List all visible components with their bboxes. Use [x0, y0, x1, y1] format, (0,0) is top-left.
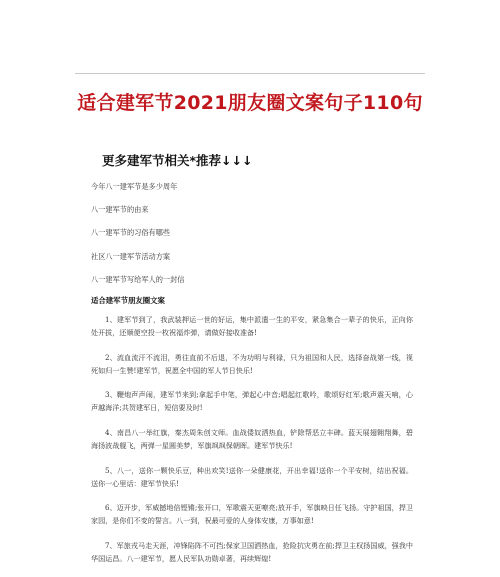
related-link-origin[interactable]: 八一建军节的由来 [91, 205, 149, 215]
document-title: 适合建军节2021朋友圈文案句子110句 [77, 92, 423, 114]
paragraph: 4、南昌八一举红旗，秦杰周朱创文师。血战倭奴洒热血，铲除帮恶立丰碑。蓝天展翅翱翔舞，碧海扬波战舰飞，两弹一星圆美梦，军旗飒飒保朝晖。建军节快乐! [91, 428, 413, 451]
related-link-community-plan[interactable]: 社区八一建军节活动方案 [91, 251, 171, 261]
paragraph: 1、建军节到了，我武装押运一世的好运，集中派遣一生的平安，紧急集合一辈子的快乐，正向你处开拔，还顺便空投一枚祝福炸弹，请做好接收准备! [91, 315, 413, 337]
related-link-letter[interactable]: 八一建军节写给军人的一封信 [91, 274, 185, 284]
related-links-list [91, 181, 184, 297]
paragraph: 3、鞭炮声声闹，建军节来到;拿起手中笔，弹起心中音;唱起红歌吟，歌颂好红军;歌声震天响，心声越海洋;共贺建军日，短信要及时! [91, 390, 413, 413]
paragraph: 2、流血流汗不流泪，勇往直前不后退，不为功明与利禄，只为祖国和人民，选择奋战第一线，视死如归一生赞!建军节，祝愿全中国的军人节日快乐! [91, 352, 413, 375]
paragraph: 5、八一，送你一颗快乐豆，种出欢笑!送你一朵健康花，开出幸福!送你一个平安树，结出祝福。送你一心里话：建军节快乐! [91, 465, 413, 488]
related-link-anniversary[interactable]: 今年八一建军节是多少周年 [91, 182, 178, 191]
paragraph: 6、迈开步，军威撼地倍铿锵;张开口，军歌震天更嘹亮;放开手，军旗映日任飞扬。守护祖国，捍卫家园，是你们不变的誓言。八一到，祝最可爱的人身体安康，万事如意! [91, 503, 413, 526]
paragraph: 7、军旅戎马走天涯，冲锋陷阵不可挡;保家卫国洒热血，抢险抗灾勇在前;捍卫主权扬国威，强我中华国运昌。八一建军节，愿人民军队功勋卓著，再续辉煌! [91, 541, 413, 564]
section-subheading: 适合建军节朋友圈文案 [91, 296, 165, 305]
related-heading: 更多建军节相关*推荐↓↓↓ [102, 153, 253, 168]
paragraph-list [91, 313, 413, 577]
header-rule [75, 73, 425, 74]
related-link-customs[interactable]: 八一建军节的习俗有哪些 [91, 228, 171, 238]
